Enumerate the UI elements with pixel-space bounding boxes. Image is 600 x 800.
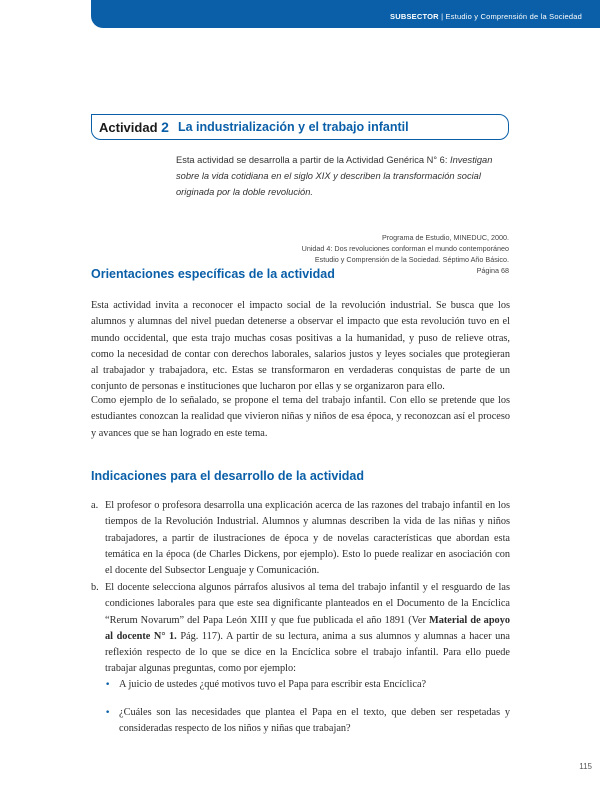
bullet-text: A juicio de ustedes ¿qué motivos tuvo el Papa para escribir esta Encíclica?: [119, 679, 427, 690]
activity-intro: [176, 152, 511, 200]
bullet-item: [105, 677, 510, 693]
source-line: Unidad 4: Dos revoluciones conforman el mundo contemporáneo: [301, 244, 509, 253]
activity-title: La industrialización y el trabajo infantil: [178, 120, 409, 134]
page-number: 115: [579, 762, 592, 771]
list-item-a: [91, 498, 510, 579]
header-bar: [91, 0, 600, 28]
list-marker: b.: [91, 582, 99, 593]
bullet-dot-icon: •: [105, 680, 111, 690]
bullet-dot-icon: •: [105, 708, 111, 718]
source-line: Estudio y Comprensión de la Sociedad. Séptimo Año Básico.: [314, 255, 509, 264]
list-item-text: [105, 580, 510, 678]
intro-italic-text: Investigan sobre la vida cotidiana en el siglo XIX y describen la transformación social originada por la doble revolución.: [176, 155, 493, 197]
list-item-b: [91, 580, 510, 678]
bullet-text: ¿Cuáles son las necesidades que plantea el Papa en el texto, que deben ser respetadas y consideradas respecto de los niños y niñas que trabajan?: [119, 707, 510, 735]
activity-word: Actividad: [99, 120, 158, 135]
item-b-text-before: El docente selecciona algunos párrafos alusivos al tema del trabajo infantil y el resguardo de las condiciones laborales para que este sea dignificante planteados en el Documento de la Encíclica “Rerum Novarum” del Papa León XIII y que fue publicada el año 1891 (Ver: [105, 582, 510, 626]
subsector-label: SUBSECTOR: [390, 12, 439, 21]
activity-number: 2: [161, 119, 169, 135]
activity-label: [99, 119, 169, 135]
source-line: Programa de Estudio, MINEDUC, 2000.: [381, 233, 509, 242]
section-heading-indicaciones: Indicaciones para el desarrollo de la actividad: [91, 469, 365, 483]
source-line: Página 68: [476, 266, 509, 275]
section-heading-orientaciones: Orientaciones específicas de la actividad: [91, 267, 335, 281]
list-item-text: El profesor o profesora desarrolla una explicación acerca de las razones del trabajo infantil en los tiempos de la Revolución Industrial. Alumnos y alumnas describen la vida de las niñas y niños trabajadores, a partir de ilustraciones de época y de novelas características que abordan esta temática en la época (de Charles Dickens, por ejemplo). Esto lo puede realizar en asociación con el docente del Subsector Lenguaje y Comunicación.: [105, 500, 510, 577]
item-b-bold-reference: Material de apoyo al docente N° 1.: [105, 614, 511, 642]
activity-title-box: [91, 114, 509, 140]
header-text: [390, 12, 582, 21]
item-b-text-after: Pág. 117). A partir de su lectura, anima a sus alumnos y alumnas a hacer una reflexión respecto de lo que se dice en la Encíclica sobre el trabajo infantil. Para ello puede trabajar algunas preguntas, como por ejemplo:: [105, 630, 510, 675]
header-separator: |: [441, 12, 444, 21]
bullet-item: [105, 705, 510, 738]
intro-text: Esta actividad se desarrolla a partir de la Actividad Genérica N° 6:: [176, 155, 450, 165]
paragraph-2: Como ejemplo de lo señalado, se propone el tema del trabajo infantil. Con ello se pretende que los estudiantes conozcan la realidad que vivieron niñas y niños de esa época, y reconozcan así el proceso y avances que se han logrado en este tema.: [91, 395, 510, 439]
subject-name: Estudio y Comprensión de la Sociedad: [445, 12, 582, 21]
paragraph-1: Esta actividad invita a reconocer el impacto social de la revolución industrial. Se busca que los alumnos y alumnas del nivel puedan detenerse a observar el impacto que esta revolución tuvo en el mundo occidental, que esta trajo muchas cosas positivas a la humanidad, y puso de relieve otras, como la necesidad de contar con derechos laborales, salarios justos y leyes sociales que protegieran al trabajador y trabajadora, etc. Estas se transformaron en verdaderas conquistas de parte de un conjunto de personas e instituciones que lucharon por ellas y se organizaron para ello.: [91, 300, 510, 393]
list-marker: a.: [91, 500, 99, 511]
